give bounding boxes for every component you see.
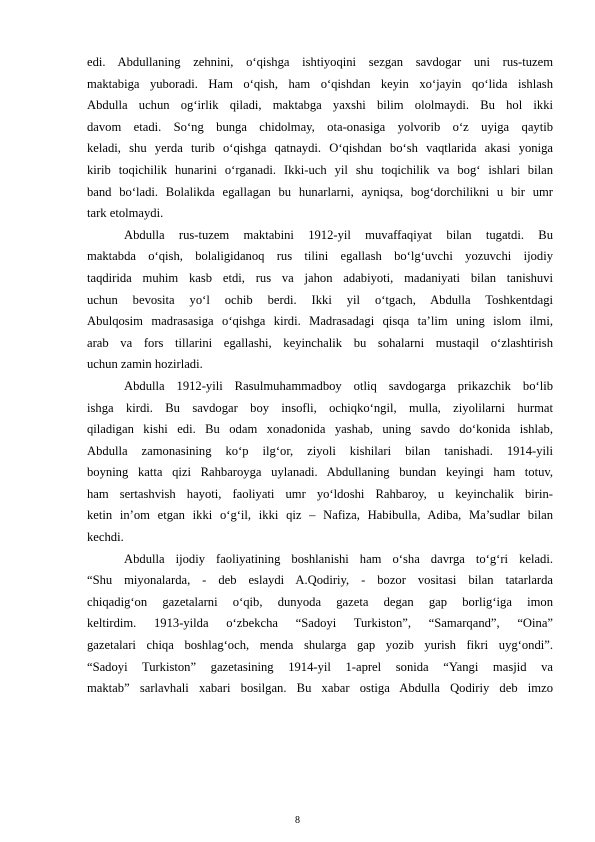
text-line: keltirdim. 1913-yilda o‘zbekcha “Sadoyi Turkiston”, “Samarqand”, “Oina” xyxy=(87,616,553,631)
text-line: qiladigan kishi edi. Bu odam xonadonida yashab, uning savdo do‘konida ishlab, xyxy=(87,422,553,437)
page-number: 8 xyxy=(295,815,300,826)
text-line: maktabda o‘qish, bolaligidanoq rus tilini egallash bo‘lg‘uvchi yozuvchi ijodiy xyxy=(87,249,553,264)
text-line: “Sadoyi Turkiston” gazetasining 1914-yil 1-aprel sonida “Yangi masjid va xyxy=(87,659,553,674)
text-line: ham sertashvish hayoti, faoliyati umr yo‘ldoshi Rahbaroy, u keyinchalik birin- xyxy=(87,486,553,501)
text-line: Abdulla zamonasining ko‘p ilg‘or, ziyoli kishilari bilan tanishadi. 1914-yili xyxy=(87,443,553,458)
text-line: davom etadi. So‘ng bunga chidolmay, ota-onasiga yolvorib o‘z uyiga qaytib xyxy=(87,119,553,134)
text-line: uchun bevosita yo‘l ochib berdi. Ikki yil o‘tgach, Abdulla Toshkentdagi xyxy=(87,292,553,307)
text-line: ishga kirdi. Bu savdogar boy insofli, ochiqko‘ngil, mulla, ziyolilarni hurmat xyxy=(87,400,553,415)
text-line: maktab” sarlavhali xabari bosilgan. Bu xabar ostiga Abdulla Qodiriy deb imzo xyxy=(87,681,553,696)
text-line: Abdulla uchun og‘irlik qiladi, maktabga yaxshi bilim ololmaydi. Bu hol ikki xyxy=(87,98,553,113)
text-line: “Shu miyonalarda, - deb eslaydi A.Qodiriy, - bozor vositasi bilan tatarlarda xyxy=(87,573,553,588)
text-line: Abdulla ijodiy faoliyatining boshlanishi ham o‘sha davrga to‘g‘ri keladi. xyxy=(124,551,553,566)
paragraph-4 xyxy=(87,549,553,700)
text-line: chiqadig‘on gazetalarni o‘qib, dunyoda gazeta degan gap borlig‘iga imon xyxy=(87,594,553,609)
text-line: taqdirida muhim kasb etdi, rus va jahon adabiyoti, madaniyati bilan tanishuvi xyxy=(87,270,553,285)
text-line: keladi, shu yerda turib o‘qishga qatnaydi. O‘qishdan bo‘sh vaqtlarida akasi yoniga xyxy=(87,141,553,156)
text-line: kechdi. xyxy=(87,530,124,545)
text-line: Abulqosim madrasasiga o‘qishga kirdi. Madrasadagi qisqa ta’lim uning islom ilmi, xyxy=(87,314,553,329)
text-line: maktabiga yuboradi. Ham o‘qish, ham o‘qishdan keyin xo‘jayin qo‘lida ishlash xyxy=(87,76,553,91)
text-line: boyning katta qizi Rahbaroyga uylanadi. Abdullaning bundan keyingi ham totuv, xyxy=(87,465,553,480)
paragraph-3 xyxy=(87,376,553,549)
paragraph-2 xyxy=(87,225,553,376)
text-line: Abdulla rus-tuzem maktabini 1912-yil muvaffaqiyat bilan tugatdi. Bu xyxy=(124,227,553,242)
text-line: ketin in’om etgan ikki o‘g‘il, ikki qiz – Nafiza, Habibulla, Adiba, Ma’sudlar bilan xyxy=(87,508,553,523)
text-line: tark etolmaydi. xyxy=(87,206,164,221)
text-line: edi. Abdullaning zehnini, o‘qishga ishtiyoqini sezgan savdogar uni rus-tuzem xyxy=(87,55,553,69)
text-line: band bo‘ladi. Bolalikda egallagan bu hunarlarni, ayniqsa, bog‘dorchilikni u bir umr xyxy=(87,184,553,199)
text-line: Abdulla 1912-yili Rasulmuhammadboy otliq savdogarga prikazchik bo‘lib xyxy=(124,378,553,393)
text-line: gazetalari chiqa boshlag‘och, menda shularga gap yozib yurish fikri uyg‘ondi”. xyxy=(87,638,553,653)
text-line: arab va fors tillarini egallashi, keyinchalik bu sohalarni mustaqil o‘zlashtirish xyxy=(87,335,553,350)
text-line: kirib toqichilik hunarini o‘rganadi. Ikki-uch yil shu toqichilik va bog‘ ishlari bilan xyxy=(87,162,553,177)
paragraph-1 xyxy=(87,52,553,225)
text-line: uchun zamin hozirladi. xyxy=(87,357,203,372)
document-body xyxy=(87,52,553,700)
